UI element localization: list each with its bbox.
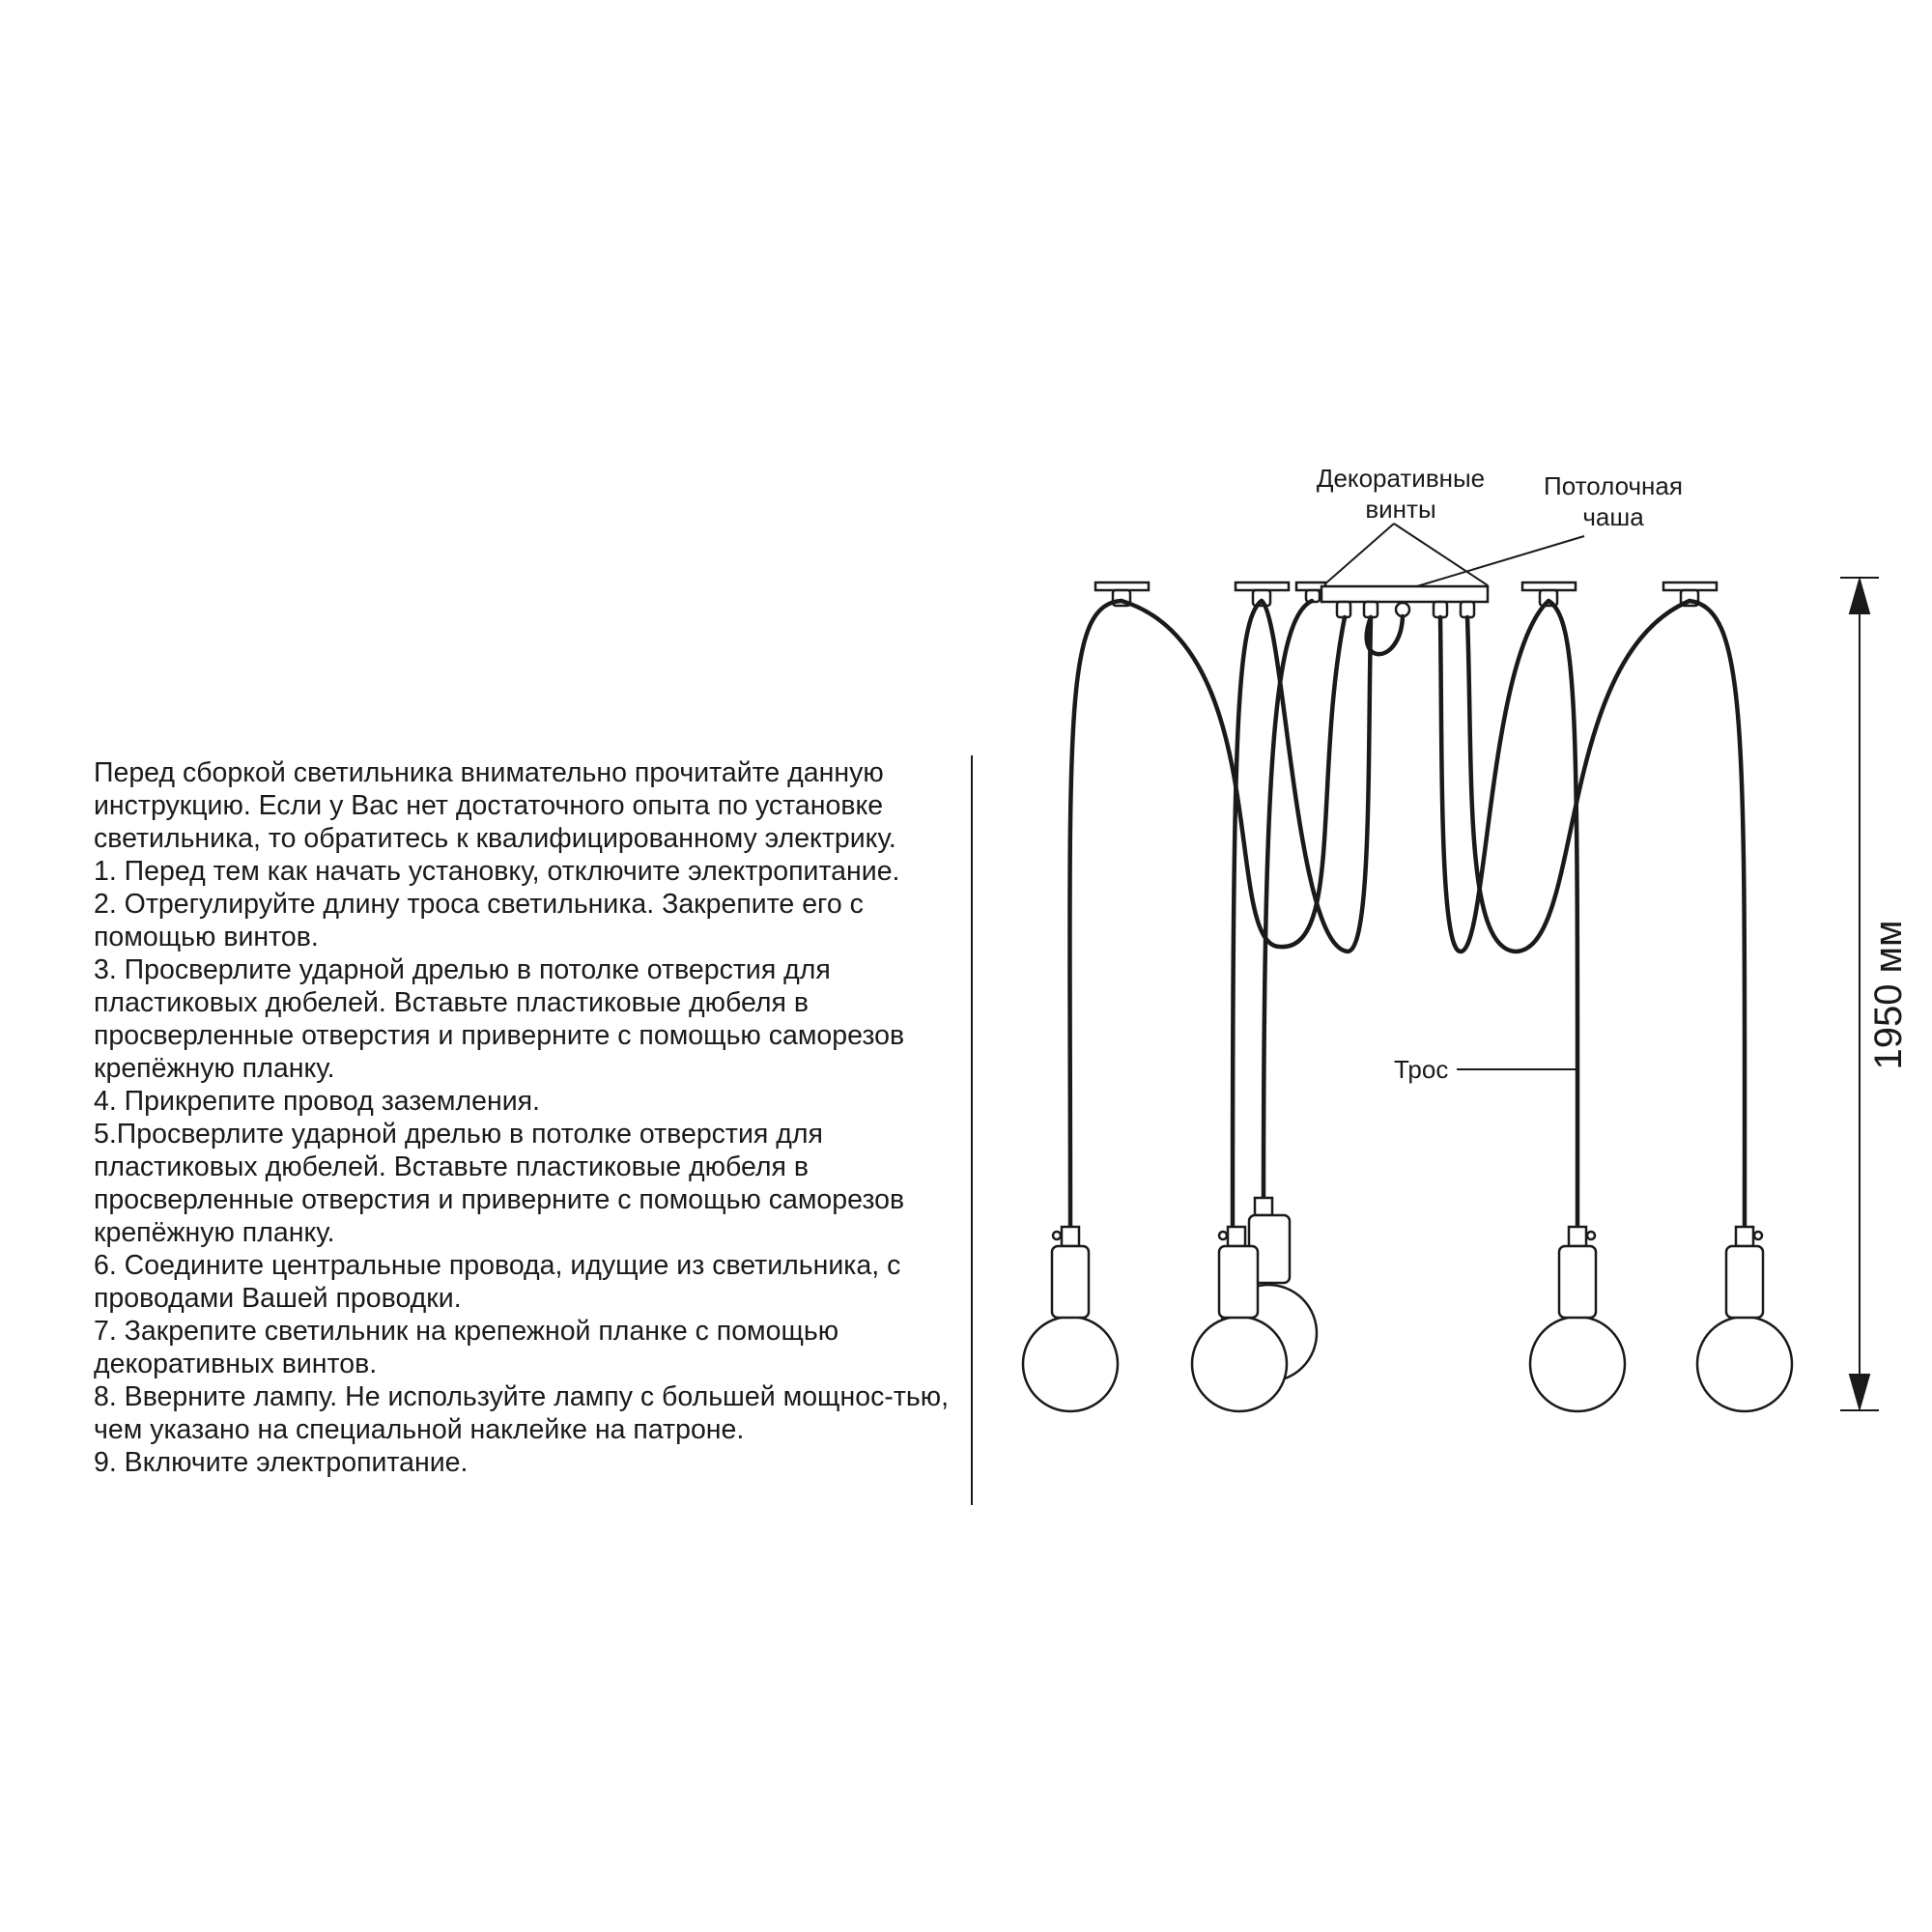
dim-arrow-top bbox=[1850, 580, 1869, 613]
socket-screw-2 bbox=[1219, 1232, 1227, 1239]
label-canopy-line1: Потолочная bbox=[1544, 471, 1683, 500]
socket-screw-5 bbox=[1754, 1232, 1762, 1239]
cord-lamp-5-drop bbox=[1690, 601, 1745, 1227]
cord-lamp-4-drop bbox=[1548, 601, 1577, 1227]
socket-4 bbox=[1559, 1246, 1596, 1318]
cords bbox=[1069, 601, 1745, 1227]
lamp-5 bbox=[1697, 1227, 1792, 1411]
socket-1 bbox=[1052, 1246, 1089, 1318]
lamp-1 bbox=[1023, 1227, 1118, 1411]
socket-screw-4 bbox=[1587, 1232, 1595, 1239]
socket-collar-1 bbox=[1062, 1227, 1079, 1246]
socket-collar-3 bbox=[1255, 1198, 1272, 1215]
step-2: 2. Отрегулируйте длину троса светильника. Закрепите его с помощью винтов. bbox=[94, 889, 864, 952]
label-canopy-line2: чаша bbox=[1582, 502, 1644, 531]
socket-collar-2 bbox=[1228, 1227, 1245, 1246]
dimension-label: 1950 мм bbox=[1867, 920, 1910, 1070]
step-1: 1. Перед тем как начать установку, отключите электропитание. bbox=[94, 856, 900, 887]
cord-loop-right-inner bbox=[1440, 601, 1548, 952]
socket-collar-4 bbox=[1569, 1227, 1586, 1246]
label-decorative-screws bbox=[1317, 464, 1485, 493]
canopy-hook-1 bbox=[1337, 602, 1350, 617]
dim-arrow-bottom bbox=[1850, 1375, 1869, 1408]
label-decorative-screws-2 bbox=[1365, 495, 1435, 524]
canopy-hook-4 bbox=[1434, 602, 1447, 617]
label-ceiling-canopy bbox=[1544, 471, 1683, 500]
step-5: 5.Просверлите ударной дрелью в потолке отверстия для пластиковых дюбелей. Вставьте пластиковые дюбеля в просверленные отверстия и приверните с помощью саморезов крепёжную планку. bbox=[94, 1119, 905, 1248]
leader-screws-right bbox=[1394, 524, 1488, 585]
lamp-4 bbox=[1530, 1227, 1625, 1411]
socket-collar-5 bbox=[1736, 1227, 1753, 1246]
socket-screw-1 bbox=[1053, 1232, 1061, 1239]
cord-lamp-3-drop bbox=[1264, 601, 1312, 1198]
ceiling-canopy bbox=[1321, 586, 1488, 602]
lamps bbox=[1023, 1227, 1792, 1411]
canopy-hook-5 bbox=[1461, 602, 1474, 617]
intro-paragraph: Перед сборкой светильника внимательно прочитайте данную инструкцию. Если у Вас нет достаточного опыта по установке светильника, то обратитесь к квалифицированному электрику. bbox=[94, 757, 896, 854]
leader-screws-left bbox=[1323, 524, 1394, 585]
cord-lamp-1-drop bbox=[1069, 601, 1122, 1227]
socket-2 bbox=[1219, 1246, 1258, 1318]
step-4: 4. Прикрепите провод заземления. bbox=[94, 1086, 540, 1117]
step-8: 8. Вверните лампу. Не используйте лампу с большей мощнос-тью, чем указано на специальной наклейке на патроне. bbox=[94, 1381, 950, 1445]
label-cable: Трос bbox=[1394, 1055, 1449, 1084]
canopy-hook-2 bbox=[1364, 602, 1378, 617]
bulb-1 bbox=[1023, 1317, 1118, 1411]
bulb-5 bbox=[1697, 1317, 1792, 1411]
socket-5 bbox=[1726, 1246, 1763, 1318]
ceiling-plates bbox=[1095, 582, 1717, 602]
label-screws-line1: Декоративные bbox=[1316, 464, 1486, 493]
label-ceiling-canopy-2 bbox=[1582, 502, 1644, 531]
step-7: 7. Закрепите светильник на крепежной планке с помощью декоративных винтов. bbox=[94, 1316, 839, 1379]
bulb-2 bbox=[1192, 1317, 1287, 1411]
label-screws-line2: винты bbox=[1365, 495, 1436, 524]
cord-loop-left-inner bbox=[1262, 601, 1371, 952]
step-6: 6. Соедините центральные провода, идущие из светильника, с проводами Вашей проводки. bbox=[94, 1250, 901, 1314]
step-3: 3. Просверлите ударной дрелью в потолке отверстия для пластиковых дюбелей. Вставьте пластиковые дюбеля в просверленные отверстия и приверните с помощью саморезов крепёжную планку. bbox=[94, 954, 905, 1084]
step-9: 9. Включите электропитание. bbox=[94, 1447, 469, 1478]
bulb-4 bbox=[1530, 1317, 1625, 1411]
